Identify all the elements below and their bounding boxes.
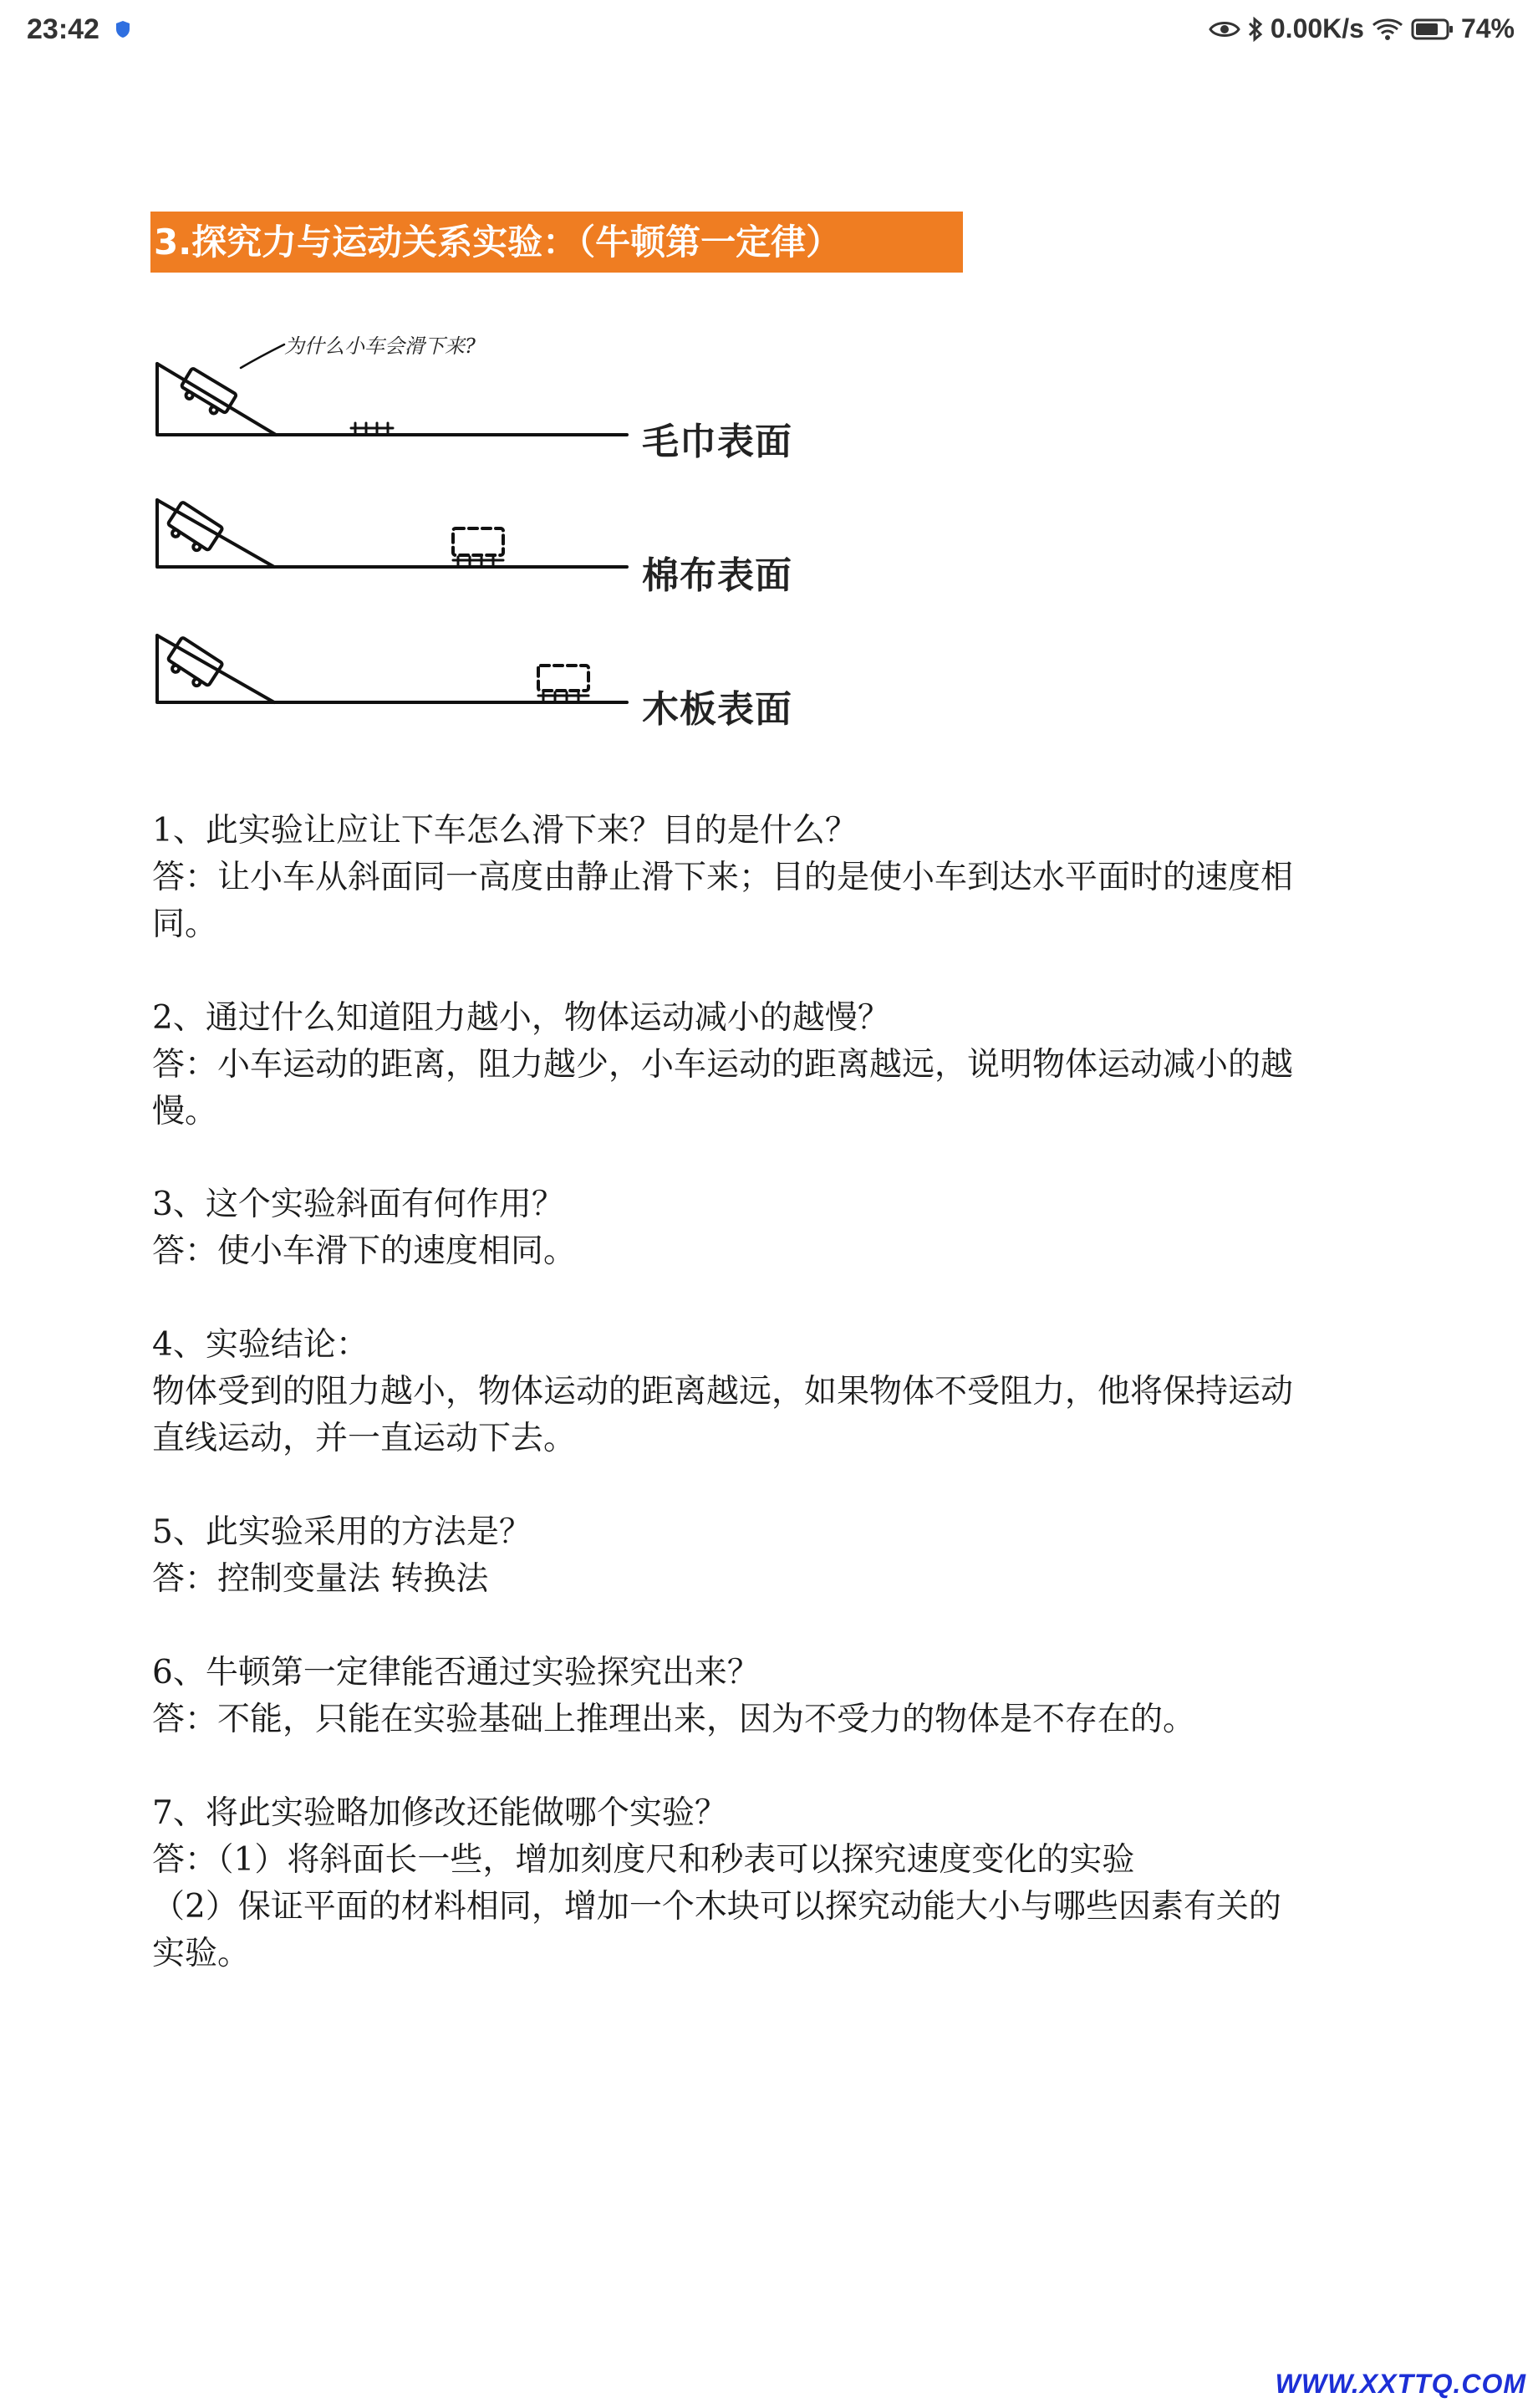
qa-answer-line: 答：使小车滑下的速度相同。	[152, 1232, 577, 1270]
wifi-icon	[1371, 17, 1404, 42]
qa-item-3	[152, 1181, 1406, 1275]
surface-label-towel: 毛巾表面	[642, 421, 792, 463]
qa-answer-line: 答：小车运动的距离，阻力越少，小车运动的距离越远，说明物体运动减小的越	[152, 1046, 1294, 1084]
qa-item-4	[152, 1322, 1406, 1462]
qa-answer-line: 答：不能，只能在实验基础上推理出来，因为不受力的物体是不存在的。	[152, 1701, 1196, 1738]
section-heading: 3.探究力与运动关系实验：（牛顿第一定律）	[150, 212, 963, 273]
qa-answer-line: 答：（1）将斜面长一些，增加刻度尺和秒表可以探究速度变化的实验	[152, 1841, 1135, 1879]
qa-question: 3、这个实验斜面有何作用？	[152, 1186, 564, 1223]
figure-question: 为什么小车会滑下来?	[284, 334, 476, 358]
ramp-row-wood	[157, 635, 627, 702]
battery-icon	[1411, 18, 1454, 41]
qa-answer-line: 慢。	[152, 1093, 218, 1130]
status-bar	[0, 0, 1538, 60]
qa-answer-line: 实验。	[152, 1935, 251, 1972]
eye-icon	[1209, 18, 1240, 40]
site-watermark: WWW.XXTTQ.COM	[1275, 2369, 1526, 2399]
network-speed: 0.00K/s	[1270, 13, 1364, 43]
battery-level: 74%	[1460, 13, 1515, 43]
qa-question: 1、此实验让应让下车怎么滑下来？目的是什么？	[152, 812, 858, 849]
qa-item-6	[152, 1650, 1406, 1743]
qa-question: 5、此实验采用的方法是？	[152, 1513, 532, 1551]
experiment-figure	[142, 318, 828, 736]
qa-question: 7、将此实验略加修改还能做哪个实验？	[152, 1794, 727, 1832]
ramp-diagram	[142, 318, 644, 736]
qa-question: 6、牛顿第一定律能否通过实验探究出来？	[152, 1654, 760, 1691]
qa-item-7	[152, 1790, 1406, 1977]
qa-answer-line: 答：控制变量法 转换法	[152, 1560, 489, 1598]
qa-answer-line: （2）保证平面的材料相同，增加一个木块可以探究动能大小与哪些因素有关的	[152, 1888, 1281, 1926]
qa-answer-line: 同。	[152, 906, 218, 943]
shield-icon	[115, 20, 130, 38]
status-right-group	[1209, 13, 1515, 44]
qa-item-2	[152, 995, 1406, 1135]
qa-item-5	[152, 1509, 1406, 1603]
status-time: 23:42	[27, 13, 99, 45]
qa-answer-line: 物体受到的阻力越小，物体运动的距离越远，如果物体不受阻力，他将保持运动	[152, 1373, 1294, 1411]
surface-label-cotton: 棉布表面	[642, 554, 792, 597]
qa-question: 2、通过什么知道阻力越小，物体运动减小的越慢？	[152, 999, 890, 1037]
qa-item-1	[152, 808, 1406, 948]
qa-answer-line: 直线运动，并一直运动下去。	[152, 1420, 577, 1457]
surface-label-wood: 木板表面	[642, 688, 792, 731]
qa-question: 4、实验结论：	[152, 1326, 369, 1364]
ramp-row-cotton	[157, 500, 627, 567]
bluetooth-icon	[1247, 17, 1264, 42]
qa-answer-line: 答：让小车从斜面同一高度由静止滑下来；目的是使小车到达水平面时的速度相	[152, 859, 1294, 896]
